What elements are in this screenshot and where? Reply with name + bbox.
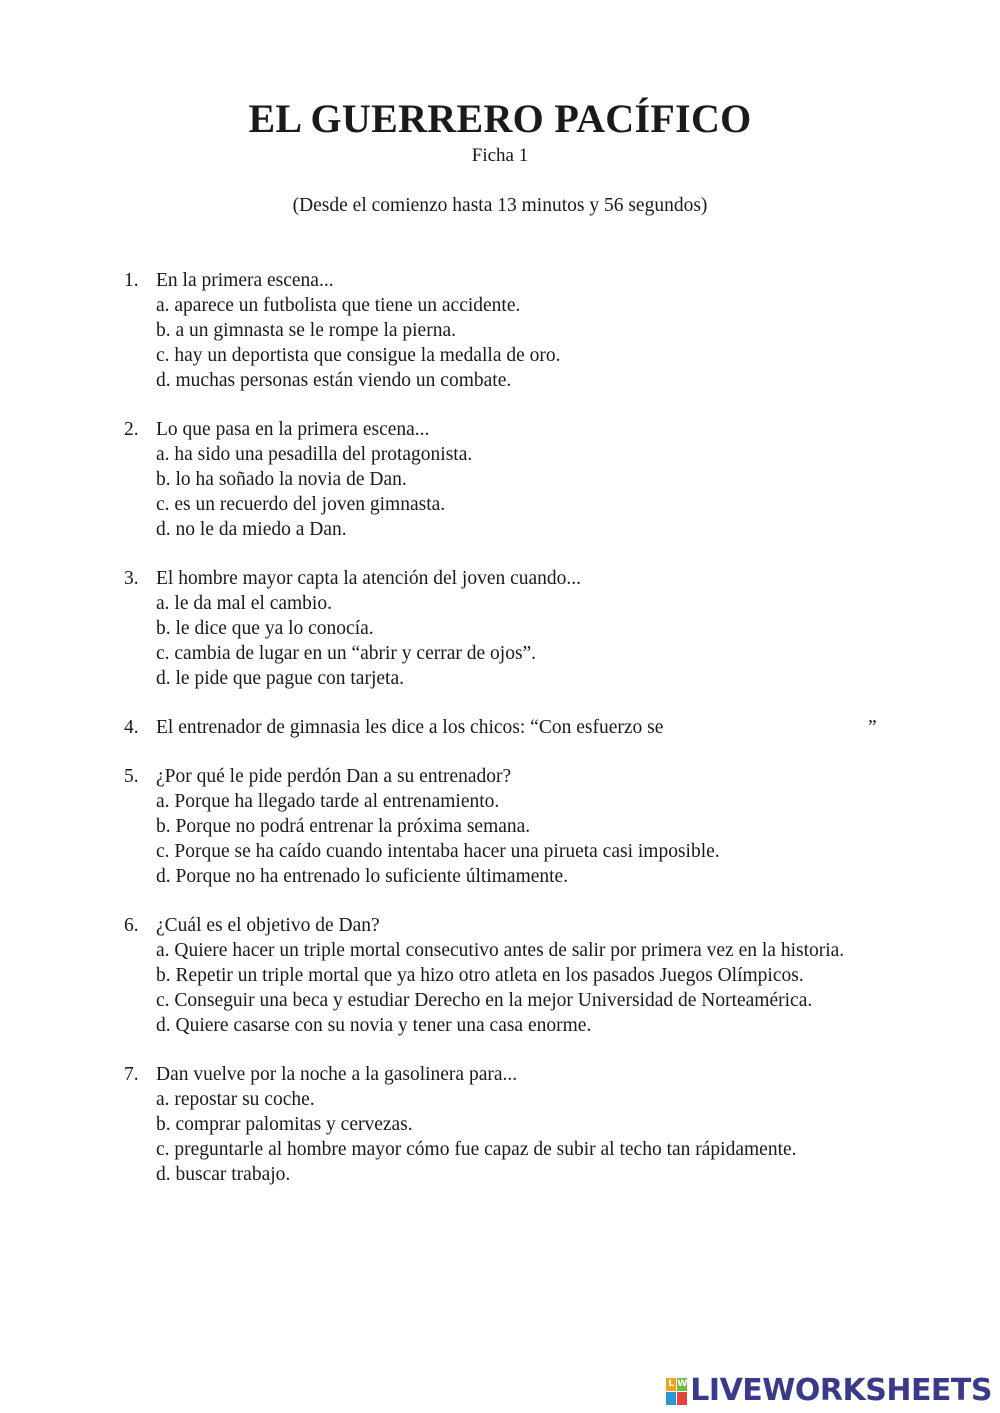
question-text: ¿Por qué le pide perdón Dan a su entrenador?: [156, 766, 512, 787]
answer-option[interactable]: a. Quiere hacer un triple mortal consecutivo antes de salir por primera vez en la historia.: [156, 940, 845, 961]
answer-option[interactable]: c. Conseguir una beca y estudiar Derecho en la mejor Universidad de Norteamérica.: [156, 990, 813, 1011]
question-text: En la primera escena...: [156, 270, 334, 291]
time-range-note: (Desde el comienzo hasta 13 minutos y 56 segundos): [292, 195, 708, 216]
question-number: 6.: [124, 915, 139, 936]
answer-option[interactable]: a. repostar su coche.: [156, 1089, 315, 1110]
answer-option[interactable]: a. Porque ha llegado tarde al entrenamiento.: [156, 791, 500, 812]
question-number: 1.: [124, 270, 139, 291]
question-text: El hombre mayor capta la atención del joven cuando...: [156, 568, 582, 589]
question-number: 3.: [124, 568, 139, 589]
page-title: EL GUERRERO PACÍFICO: [248, 96, 752, 141]
logo-cell: L: [666, 1378, 676, 1391]
logo-cell: [677, 1392, 687, 1405]
answer-option[interactable]: d. Porque no ha entrenado lo suficiente últimamente.: [156, 866, 569, 887]
answer-option[interactable]: d. Quiere casarse con su novia y tener una casa enorme.: [156, 1015, 592, 1036]
question-number: 4.: [124, 717, 139, 738]
worksheet-subtitle: Ficha 1: [471, 145, 529, 166]
answer-option[interactable]: d. muchas personas están viendo un combate.: [156, 370, 512, 391]
closing-quote: ”: [868, 717, 877, 738]
answer-option[interactable]: b. a un gimnasta se le rompe la pierna.: [156, 320, 456, 341]
question-text: Lo que pasa en la primera escena...: [156, 419, 430, 440]
question-7: [0, 1062, 1000, 1187]
logo-mark-icon: [666, 1378, 687, 1405]
answer-option[interactable]: d. buscar trabajo.: [156, 1164, 291, 1185]
answer-option[interactable]: c. Porque se ha caído cuando intentaba hacer una pirueta casi imposible.: [156, 841, 720, 862]
answer-option[interactable]: d. le pide que pague con tarjeta.: [156, 668, 404, 689]
answer-option[interactable]: b. comprar palomitas y cervezas.: [156, 1114, 413, 1135]
question-5: [0, 764, 1000, 889]
question-list: [0, 268, 1000, 1211]
answer-option[interactable]: a. ha sido una pesadilla del protagonista.: [156, 444, 473, 465]
answer-option[interactable]: c. es un recuerdo del joven gimnasta.: [156, 494, 446, 515]
answer-option[interactable]: b. lo ha soñado la novia de Dan.: [156, 469, 407, 490]
answer-option[interactable]: a. le da mal el cambio.: [156, 593, 332, 614]
question-3: [0, 566, 1000, 691]
logo-text: LIVEWORKSHEETS: [690, 1373, 992, 1408]
question-number: 2.: [124, 419, 139, 440]
answer-option[interactable]: a. aparece un futbolista que tiene un accidente.: [156, 295, 521, 316]
question-2: [0, 417, 1000, 542]
question-text: ¿Cuál es el objetivo de Dan?: [156, 915, 380, 936]
answer-option[interactable]: b. le dice que ya lo conocía.: [156, 618, 374, 639]
logo-cell: W: [677, 1379, 688, 1389]
answer-option[interactable]: c. hay un deportista que consigue la medalla de oro.: [156, 345, 561, 366]
question-text: Dan vuelve por la noche a la gasolinera para...: [156, 1064, 518, 1085]
logo-cell: [666, 1392, 676, 1405]
answer-option[interactable]: c. preguntarle al hombre mayor cómo fue capaz de subir al techo tan rápidamente.: [156, 1139, 797, 1160]
liveworksheets-logo: [666, 1373, 992, 1408]
answer-option[interactable]: c. cambia de lugar en un “abrir y cerrar de ojos”.: [156, 643, 537, 664]
answer-option[interactable]: b. Repetir un triple mortal que ya hizo otro atleta en los pasados Juegos Olímpicos.: [156, 965, 804, 986]
question-text: El entrenador de gimnasia les dice a los chicos: “Con esfuerzo se: [156, 717, 664, 738]
question-1: [0, 268, 1000, 393]
question-4: [0, 715, 1000, 740]
answer-option[interactable]: d. no le da miedo a Dan.: [156, 519, 347, 540]
question-number: 5.: [124, 766, 139, 787]
question-number: 7.: [124, 1064, 139, 1085]
question-6: [0, 913, 1000, 1038]
answer-option[interactable]: b. Porque no podrá entrenar la próxima semana.: [156, 816, 531, 837]
